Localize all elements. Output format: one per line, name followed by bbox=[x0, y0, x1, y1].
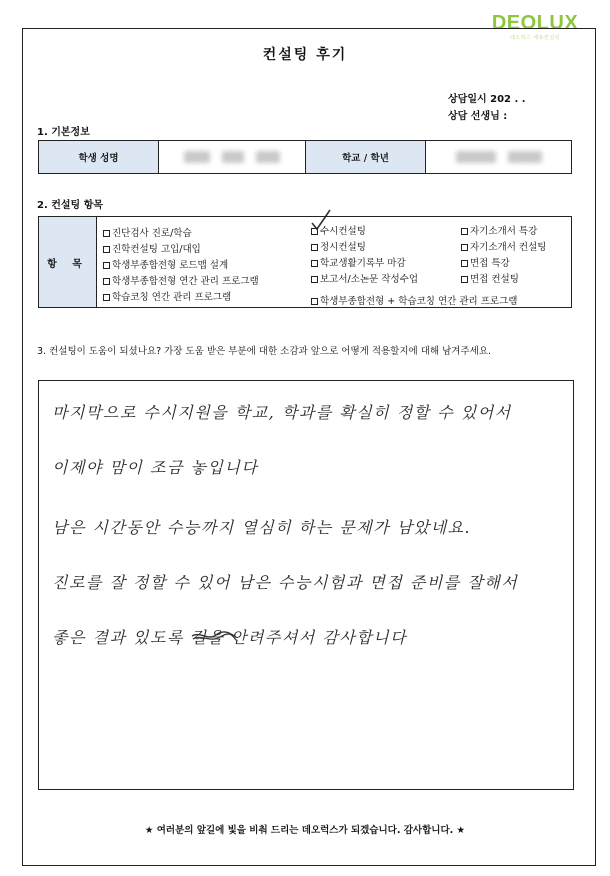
checkbox-icon bbox=[103, 246, 110, 253]
student-name-label: 학생 성명 bbox=[39, 141, 159, 173]
option-school-record[interactable]: 학교생활기록부 마감 bbox=[311, 255, 406, 269]
option-report-writing[interactable]: 보고서/소논문 작성수업 bbox=[311, 271, 418, 285]
school-grade-value bbox=[426, 141, 571, 173]
checkbox-icon bbox=[311, 276, 318, 283]
brand-name: DEOLUX bbox=[491, 12, 579, 34]
checkbox-icon bbox=[103, 230, 110, 237]
basic-info-table bbox=[38, 140, 572, 174]
option-jeongsi-consulting[interactable]: 정시컨설팅 bbox=[311, 239, 366, 253]
checkbox-icon bbox=[311, 228, 318, 235]
checkbox-icon bbox=[103, 278, 110, 285]
option-roadmap-design[interactable]: 학생부종합전형 로드맵 설계 bbox=[103, 257, 228, 271]
option-interview-lecture[interactable]: 면접 특강 bbox=[461, 255, 510, 269]
option-essay-consulting[interactable]: 자기소개서 컨설팅 bbox=[461, 239, 546, 253]
option-admission-consulting[interactable]: 진학컨설팅 고입/대입 bbox=[103, 241, 201, 255]
items-table bbox=[38, 216, 572, 308]
checkbox-icon bbox=[311, 298, 318, 305]
scribble-strikeout-icon bbox=[190, 625, 238, 647]
option-interview-consulting[interactable]: 면접 컨설팅 bbox=[461, 271, 519, 285]
page-title: 컨설팅 후기 bbox=[262, 47, 348, 63]
checkbox-icon bbox=[311, 244, 318, 251]
consult-date: 상담일시 202 . . bbox=[448, 94, 526, 105]
option-susi-consulting[interactable]: 수시컨설팅 bbox=[311, 223, 366, 237]
checkbox-icon bbox=[461, 244, 468, 251]
student-name-value bbox=[159, 141, 306, 173]
checkbox-icon bbox=[103, 294, 110, 301]
checkbox-icon bbox=[103, 262, 110, 269]
option-essay-lecture[interactable]: 자기소개서 특강 bbox=[461, 223, 537, 237]
option-annual-program[interactable]: 학생부종합전형 연간 관리 프로그램 bbox=[103, 273, 259, 287]
section-items-heading: 2. 컨설팅 항목 bbox=[37, 200, 104, 211]
items-label: 항 목 bbox=[39, 217, 97, 307]
checkbox-icon bbox=[461, 276, 468, 283]
handwritten-line: 남은 시간동안 수능까지 열심히 하는 문제가 남았네요. bbox=[52, 518, 472, 537]
brand-tagline: 데오럭스 에듀컨설팅 bbox=[509, 35, 561, 41]
option-combined-program[interactable]: 학생부종합전형 + 학습코칭 연간 관리 프로그램 bbox=[311, 293, 517, 307]
review-question: 3. 컨설팅이 도움이 되셨나요? 가장 도움 받은 부분에 대한 소감과 앞으로 어떻게 적용할지에 대해 남겨주세요. bbox=[37, 346, 492, 357]
handwritten-line: 이제야 맘이 조금 놓입니다 bbox=[52, 458, 259, 477]
checkbox-icon bbox=[461, 228, 468, 235]
handwritten-line: 마지막으로 수시지원을 학교, 학과를 확실히 정할 수 있어서 bbox=[52, 403, 512, 422]
option-diagnostic-test[interactable]: 진단검사 진로/학습 bbox=[103, 225, 192, 239]
checkbox-icon bbox=[311, 260, 318, 267]
items-options bbox=[97, 217, 571, 307]
checkbox-icon bbox=[461, 260, 468, 267]
handwritten-line: 진로를 잘 정할 수 있어 남은 수능시험과 면접 준비를 잘해서 bbox=[52, 573, 519, 592]
school-grade-label: 학교 / 학년 bbox=[306, 141, 426, 173]
option-learning-coaching[interactable]: 학습코칭 연간 관리 프로그램 bbox=[103, 289, 231, 303]
section-basic-info-heading: 1. 기본정보 bbox=[37, 127, 90, 138]
handwritten-line: 좋은 결과 있도록 길을 안려주셔서 감사합니다 bbox=[52, 628, 408, 647]
consult-teacher: 상담 선생님 : bbox=[448, 111, 508, 122]
footer-message: ★ 여러분의 앞길에 빛을 비춰 드리는 데오럭스가 되겠습니다. 감사합니다. ★ bbox=[144, 825, 466, 836]
